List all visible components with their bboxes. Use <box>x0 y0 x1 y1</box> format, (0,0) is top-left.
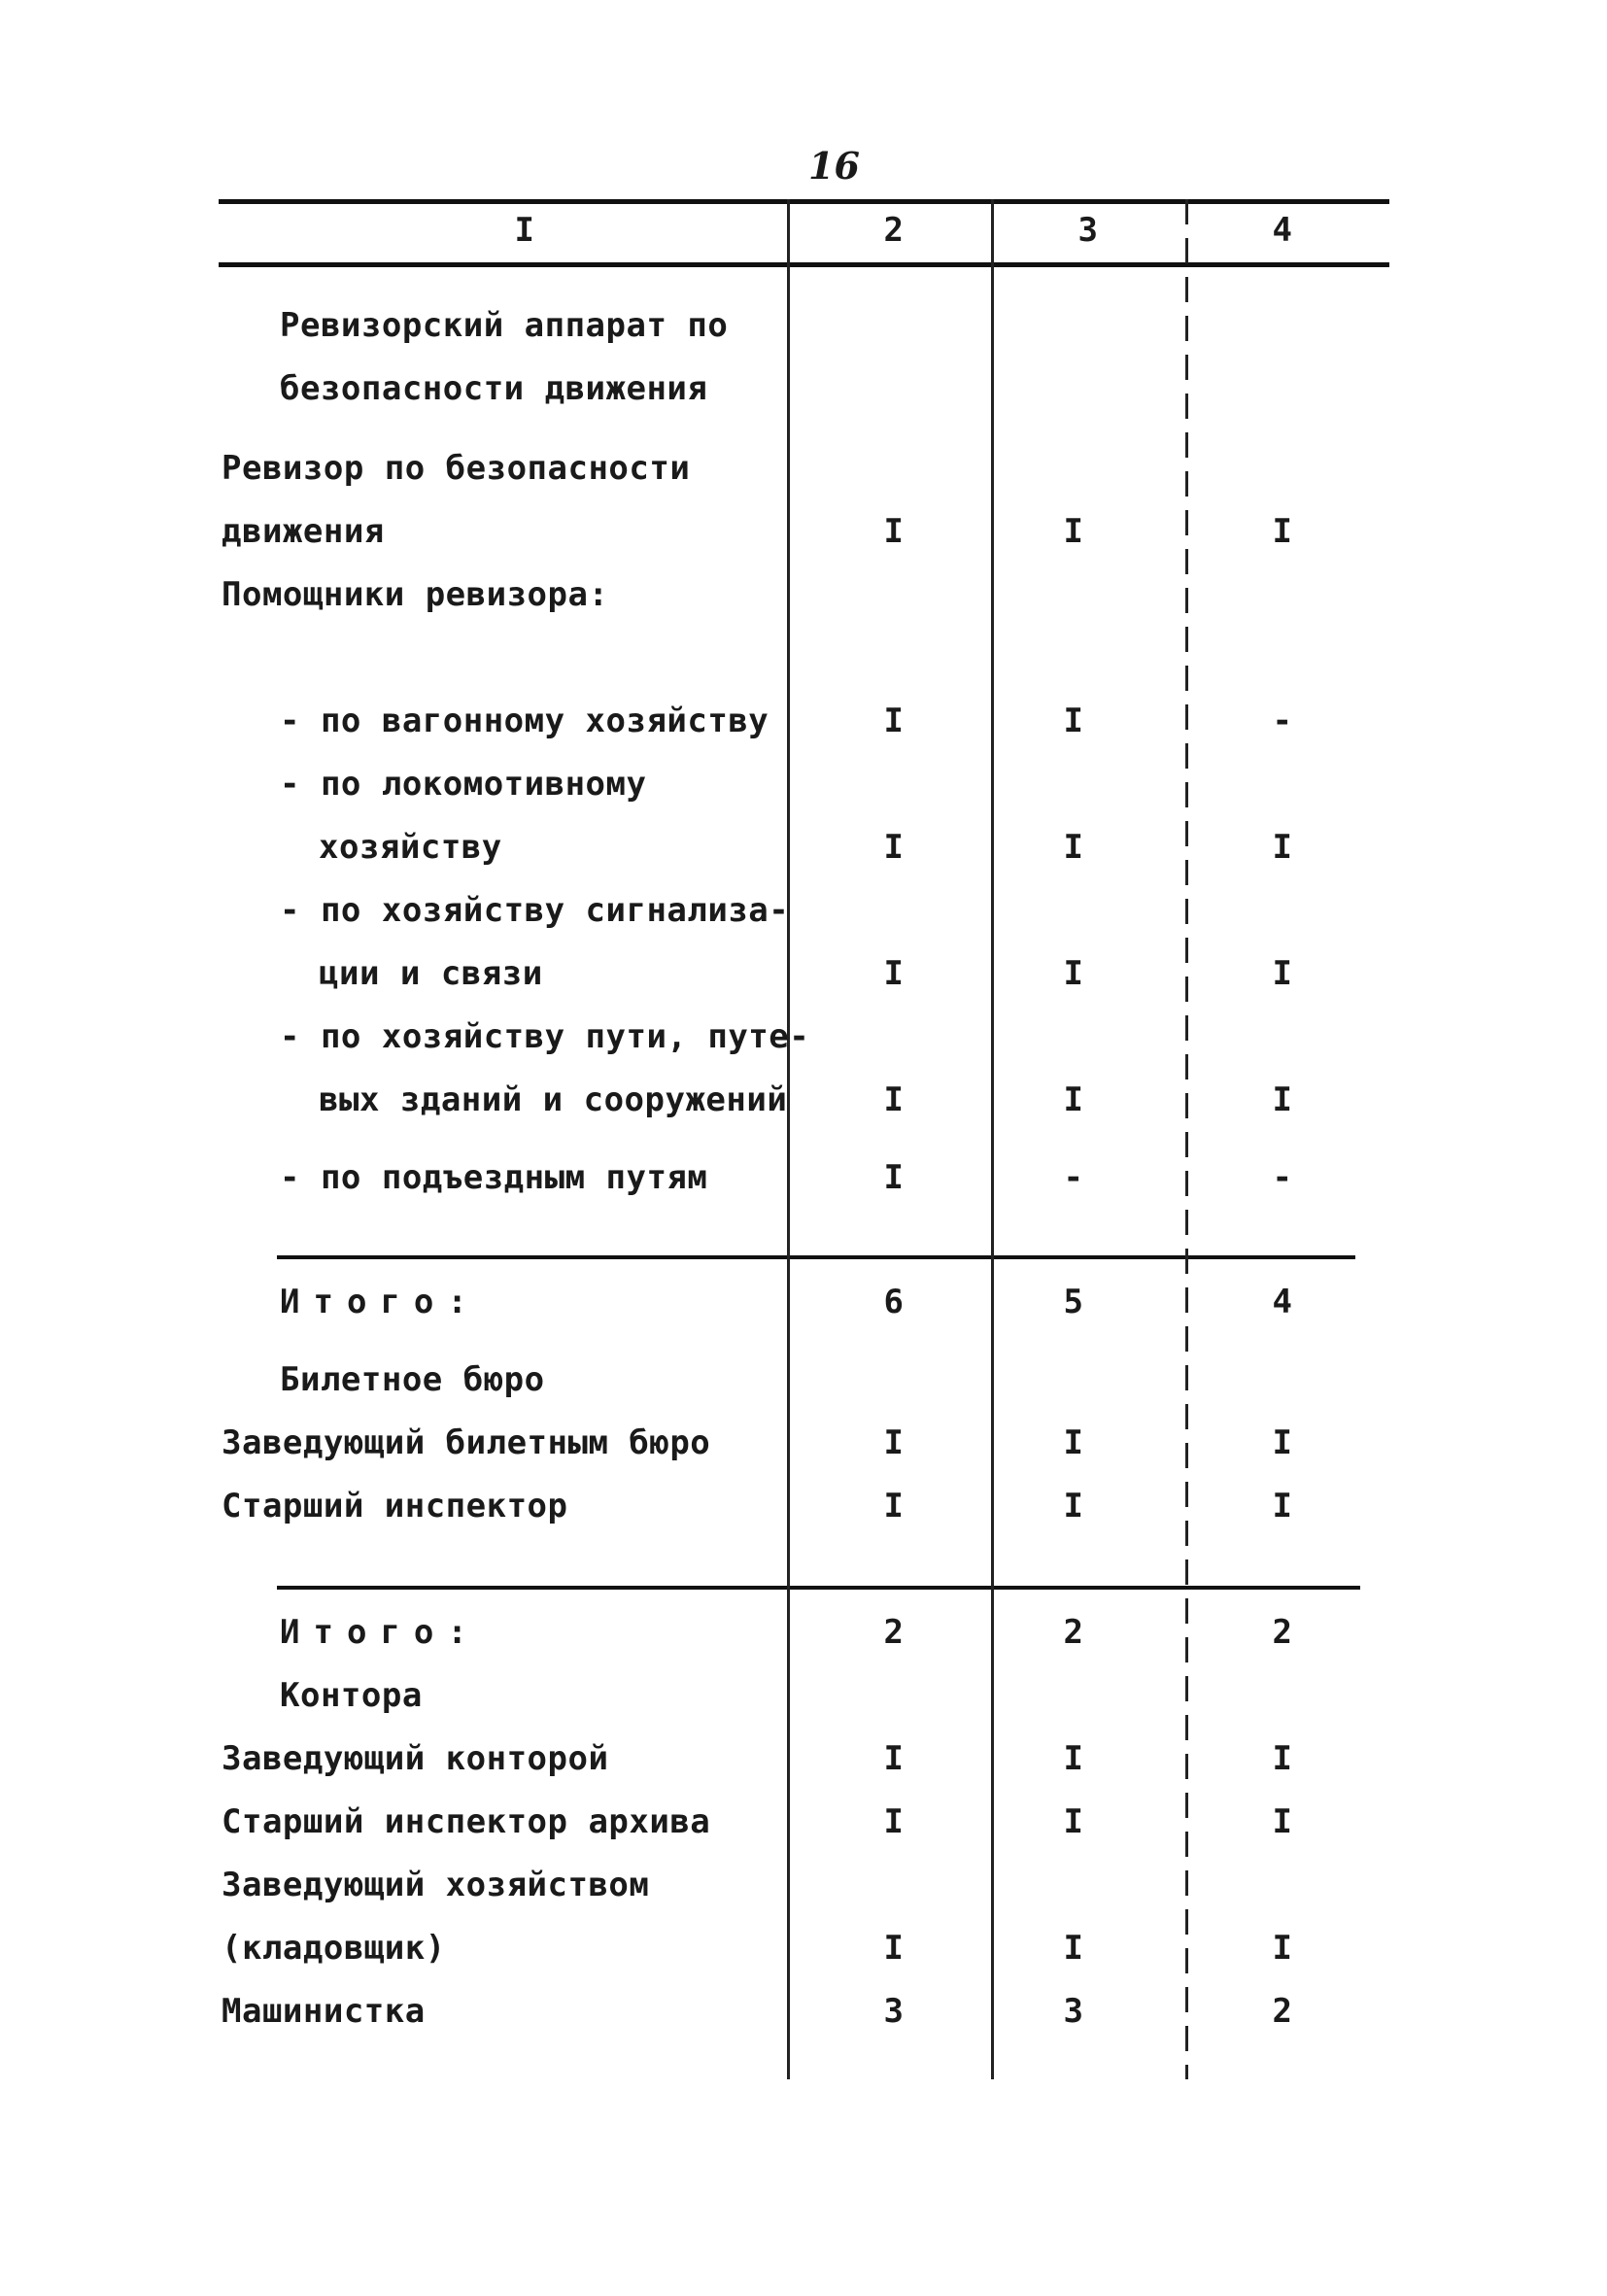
row-label: - по локомотивному <box>280 765 647 804</box>
row-label: Итого: <box>280 1283 481 1321</box>
row-label: Заведующий конторой <box>222 1739 609 1778</box>
table-top-rule <box>219 199 1389 204</box>
row-label: Контора <box>280 1676 423 1715</box>
row-label: Ревизорский аппарат по <box>280 306 729 345</box>
row-value-col-3: 3 <box>1063 1992 1084 2031</box>
row-label: Старший инспектор архива <box>222 1802 711 1841</box>
row-label: Заведующий билетным бюро <box>222 1423 711 1462</box>
header-col-1: I <box>514 211 535 250</box>
section-divider-1 <box>277 1255 1355 1259</box>
row-value-col-4: I <box>1272 1487 1293 1525</box>
row-value-col-3: I <box>1063 1487 1084 1525</box>
row-label: (кладовщик) <box>222 1929 446 1968</box>
row-value-col-4: I <box>1272 1080 1293 1119</box>
row-label: вых зданий и сооружений <box>319 1080 788 1119</box>
row-value-col-4: I <box>1272 512 1293 551</box>
column-separator-1 <box>787 199 790 2079</box>
row-value-col-4: I <box>1272 1739 1293 1778</box>
page-number: 16 <box>808 144 860 188</box>
row-value-col-2: I <box>883 1080 905 1119</box>
row-value-col-4: I <box>1272 1802 1293 1841</box>
column-separator-2 <box>991 199 994 2079</box>
row-value-col-3: I <box>1063 828 1084 867</box>
header-col-3: 3 <box>1077 211 1099 250</box>
row-value-col-3: I <box>1063 1423 1084 1462</box>
row-label: движения <box>222 512 385 551</box>
header-col-4: 4 <box>1272 211 1293 250</box>
row-label: Ревизор по безопасности <box>222 449 691 488</box>
row-value-col-3: I <box>1063 512 1084 551</box>
row-value-col-3: I <box>1063 954 1084 993</box>
row-label: Машинистка <box>222 1992 426 2031</box>
row-label: Итого: <box>280 1613 481 1652</box>
row-value-col-2: I <box>883 1158 905 1197</box>
row-value-col-2: 3 <box>883 1992 905 2031</box>
row-label: - по вагонному хозяйству <box>280 702 769 740</box>
row-value-col-3: I <box>1063 1802 1084 1841</box>
row-value-col-3: I <box>1063 1929 1084 1968</box>
row-value-col-4: I <box>1272 828 1293 867</box>
row-value-col-4: - <box>1272 702 1293 740</box>
row-value-col-2: 6 <box>883 1283 905 1321</box>
row-label: Помощники ревизора: <box>222 575 609 614</box>
row-value-col-3: I <box>1063 1739 1084 1778</box>
row-value-col-3: I <box>1063 1080 1084 1119</box>
row-label: Заведующий хозяйством <box>222 1866 650 1904</box>
row-label: безопасности движения <box>280 369 708 408</box>
row-value-col-4: I <box>1272 954 1293 993</box>
row-value-col-2: I <box>883 702 905 740</box>
row-label: Билетное бюро <box>280 1360 545 1399</box>
row-value-col-2: I <box>883 512 905 551</box>
row-value-col-4: I <box>1272 1423 1293 1462</box>
header-bottom-rule <box>219 262 1389 267</box>
row-value-col-3: 2 <box>1063 1613 1084 1652</box>
row-label: ции и связи <box>319 954 543 993</box>
row-value-col-3: 5 <box>1063 1283 1084 1321</box>
header-col-2: 2 <box>883 211 905 250</box>
row-label: - по хозяйству пути, путе- <box>280 1017 810 1056</box>
row-value-col-3: - <box>1063 1158 1084 1197</box>
row-value-col-2: I <box>883 1929 905 1968</box>
row-value-col-2: I <box>883 1423 905 1462</box>
row-value-col-4: 2 <box>1272 1613 1293 1652</box>
section-divider-2 <box>277 1586 1360 1590</box>
row-label: - по хозяйству сигнализа- <box>280 891 790 930</box>
row-value-col-2: I <box>883 1739 905 1778</box>
column-separator-3 <box>1185 199 1188 2079</box>
row-value-col-4: - <box>1272 1158 1293 1197</box>
row-value-col-2: I <box>883 954 905 993</box>
row-label: Старший инспектор <box>222 1487 568 1525</box>
row-value-col-4: 2 <box>1272 1992 1293 2031</box>
row-label: хозяйству <box>319 828 502 867</box>
row-value-col-4: I <box>1272 1929 1293 1968</box>
row-value-col-3: I <box>1063 702 1084 740</box>
row-value-col-2: I <box>883 1802 905 1841</box>
row-value-col-4: 4 <box>1272 1283 1293 1321</box>
row-value-col-2: 2 <box>883 1613 905 1652</box>
row-label: - по подъездным путям <box>280 1158 708 1197</box>
row-value-col-2: I <box>883 828 905 867</box>
row-value-col-2: I <box>883 1487 905 1525</box>
